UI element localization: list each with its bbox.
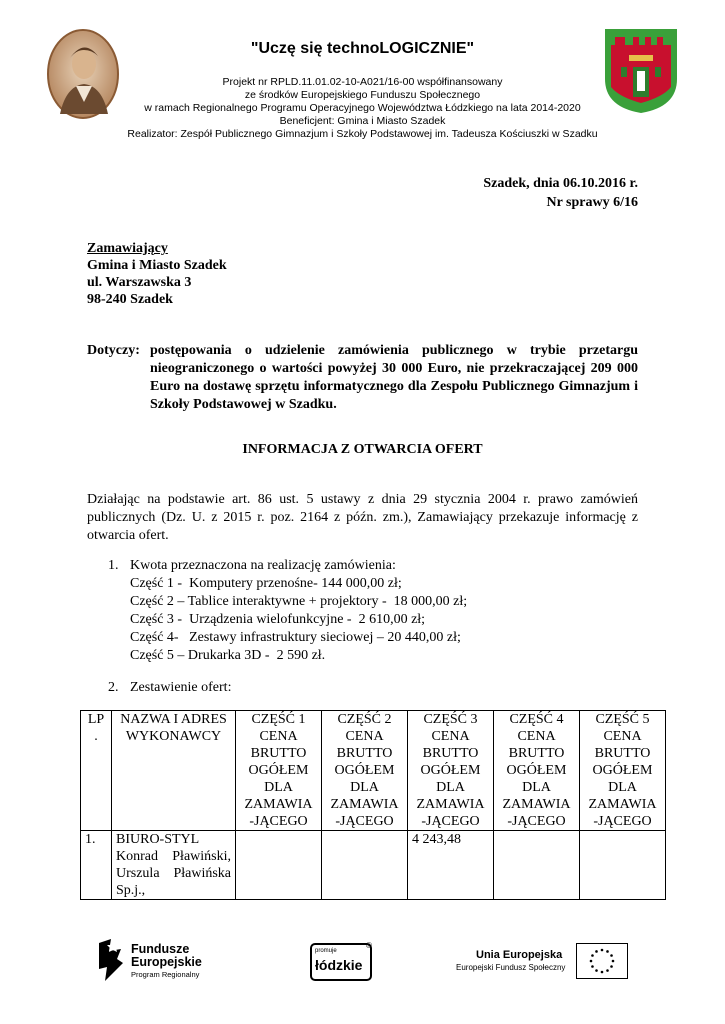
eu-star-icon — [610, 954, 613, 957]
buyer-block — [87, 240, 227, 308]
fundusze-europejskie-mark-icon — [97, 937, 125, 983]
header-text: ZAMAWIA — [416, 797, 485, 812]
eu-star-icon — [606, 950, 609, 953]
header-text: BRUTTO — [422, 746, 479, 761]
subject-block — [87, 342, 638, 414]
section-heading: INFORMACJA Z OTWARCIA OFERT — [242, 442, 483, 457]
eu-star-icon — [610, 965, 613, 968]
header-text: BRUTTO — [508, 746, 565, 761]
header-text: CZĘŚĆ 5 — [595, 712, 650, 727]
contractor-line: Sp.j., — [116, 883, 146, 898]
budget-part-1: Część 1 - Komputery przenośne- 144 000,00 zł; — [130, 576, 402, 591]
list-item-title: Zestawienie ofert: — [130, 680, 232, 695]
header-text: WYKONAWCY — [125, 729, 222, 744]
header-text: NAZWA I ADRES — [120, 712, 227, 727]
buyer-name: Gmina i Miasto Szadek — [87, 258, 227, 273]
header-text: -JĄCEGO — [593, 814, 652, 829]
header-text: -JĄCEGO — [249, 814, 308, 829]
ue-title: Unia Europejska — [476, 949, 563, 961]
header-text: ZAMAWIA — [330, 797, 399, 812]
lodz-big-text: łódzkie — [315, 957, 363, 973]
offers-table — [80, 710, 666, 900]
row-part-4-value — [494, 831, 580, 900]
header-text: OGÓŁEM — [248, 763, 309, 778]
list-item — [108, 679, 231, 697]
row-part-2-value — [322, 831, 408, 900]
promuje-lodzkie-logo — [310, 943, 372, 981]
header-text: OGÓŁEM — [506, 763, 567, 778]
row-contractor — [112, 831, 236, 900]
header-part-5 — [580, 711, 666, 831]
row-part-5-value — [580, 831, 666, 900]
header-part-4 — [494, 711, 580, 831]
fe-line-1: Fundusze — [131, 942, 190, 956]
header-text: CENA — [603, 729, 642, 744]
header-text: DLA — [436, 780, 465, 795]
header-text: . — [94, 729, 98, 744]
fe-line-2: Europejskie — [131, 955, 202, 969]
contractor-line: Konrad Pławiński, — [116, 849, 231, 864]
fundusze-europejskie-logo — [97, 937, 227, 985]
ue-subtitle: Europejski Fundusz Społeczny — [456, 963, 566, 972]
header-text: ZAMAWIA — [502, 797, 571, 812]
budget-part-3: Część 3 - Urządzenia wielofunkcyjne - 2 610,00 zł; — [130, 612, 426, 627]
header-text: DLA — [264, 780, 293, 795]
header-text: CZĘŚĆ 4 — [509, 712, 564, 727]
header-text: -JĄCEGO — [421, 814, 480, 829]
header-text: CENA — [517, 729, 556, 744]
date-block — [483, 174, 638, 212]
header-line-2: ze środków Europejskiego Funduszu Społecznego — [244, 89, 481, 101]
header-text: -JĄCEGO — [335, 814, 394, 829]
header-line-1: Projekt nr RPLD.11.01.02-10-A021/16-00 współfinansowany — [222, 76, 503, 88]
eu-star-icon — [595, 950, 598, 953]
row-part-1-value — [236, 831, 322, 900]
lodz-small-text: promuje — [315, 948, 337, 954]
header-text: ZAMAWIA — [244, 797, 313, 812]
eu-star-icon — [595, 969, 598, 972]
header-line-3: w ramach Regionalnego Programu Operacyjnego Województwa Łódzkiego na lata 2014-2020 — [144, 102, 581, 114]
header-text: ZAMAWIA — [588, 797, 657, 812]
contractor-line: Urszula Pławińska — [116, 866, 231, 881]
budget-part-4: Część 4- Zestawy infrastruktury sieciowej – 20 440,00 zł; — [130, 630, 461, 645]
eu-star-icon — [591, 954, 594, 957]
subject-label: Dotyczy: — [87, 343, 140, 358]
header-line-4: Beneficjent: Gmina i Miasto Szadek — [279, 115, 446, 127]
header-text: CZĘŚĆ 2 — [337, 712, 392, 727]
buyer-postal: 98-240 Szadek — [87, 292, 173, 307]
list-number: 1. — [108, 558, 119, 573]
buyer-street: ul. Warszawska 3 — [87, 275, 192, 290]
budget-part-2: Część 2 – Tablice interaktywne + projektory - 18 000,00 zł; — [130, 594, 468, 609]
header-text: DLA — [608, 780, 637, 795]
header-line-5: Realizator: Zespół Publicznego Gimnazjum i Szkoły Podstawowej im. Tadeusza Kościuszki w Szadku — [127, 128, 598, 140]
buyer-label: Zamawiający — [87, 241, 168, 256]
header-part-2 — [322, 711, 408, 831]
header-part-1 — [236, 711, 322, 831]
header-text: DLA — [350, 780, 379, 795]
header-text: BRUTTO — [336, 746, 393, 761]
row-lp: 1. — [81, 831, 112, 900]
project-title: "Uczę się technoLOGICZNIE" — [250, 40, 475, 57]
eu-star-icon — [591, 965, 594, 968]
eu-star-icon — [606, 969, 609, 972]
eu-star-icon — [601, 949, 604, 952]
header-text: LP — [87, 712, 105, 727]
header-text: OGÓŁEM — [420, 763, 481, 778]
eu-star-icon — [590, 960, 593, 963]
list-number: 2. — [108, 680, 119, 695]
case-number: Nr sprawy 6/16 — [546, 195, 638, 210]
registered-mark: ® — [366, 941, 372, 950]
header-text: -JĄCEGO — [507, 814, 566, 829]
table-header-row — [81, 711, 666, 831]
header-text: DLA — [522, 780, 551, 795]
header-part-3 — [408, 711, 494, 831]
eu-flag-icon — [576, 943, 628, 979]
contractor-line: BIURO-STYL — [116, 832, 200, 847]
header-text: OGÓŁEM — [334, 763, 395, 778]
header-lp — [81, 711, 112, 831]
eu-star-icon — [601, 971, 604, 974]
intro-paragraph: Działając na podstawie art. 86 ust. 5 ustawy z dnia 29 stycznia 2004 r. prawo zamówień publicznych (Dz. U. z 2015 r. poz. 2164 z późn. zm.), Zamawiający przekazuje informację z otwarcia ofert. — [87, 492, 638, 543]
szadek-coat-of-arms-image — [603, 27, 679, 115]
budget-part-5: Część 5 – Drukarka 3D - 2 590 zł. — [130, 648, 326, 663]
header-contractor — [112, 711, 236, 831]
header-text: CENA — [259, 729, 298, 744]
row-part-3-value: 4 243,48 — [408, 831, 494, 900]
fe-line-3: Program Regionalny — [131, 970, 200, 979]
header-text: CENA — [431, 729, 470, 744]
place-date: Szadek, dnia 06.10.2016 r. — [483, 176, 638, 191]
header-text: OGÓŁEM — [592, 763, 653, 778]
header-text: BRUTTO — [594, 746, 651, 761]
list-item-title: Kwota przeznaczona na realizację zamówienia: — [130, 558, 396, 573]
header-text: CZĘŚĆ 3 — [423, 712, 478, 727]
table-row — [81, 831, 666, 900]
header-text: BRUTTO — [250, 746, 307, 761]
subject-text: postępowania o udzielenie zamówienia publicznego w trybie przetargu nieograniczonego o wartości powyżej 30 000 Euro, nie przekraczającej 209 000 Euro na dostawę sprzętu informatycznego dla Zespołu Publicznego Gimnazjum i Szkoły Podstawowej w Szadku. — [150, 343, 638, 412]
list-item — [108, 557, 467, 665]
header-text: CZĘŚĆ 1 — [251, 712, 306, 727]
eu-star-icon — [612, 960, 615, 963]
header-text: CENA — [345, 729, 384, 744]
